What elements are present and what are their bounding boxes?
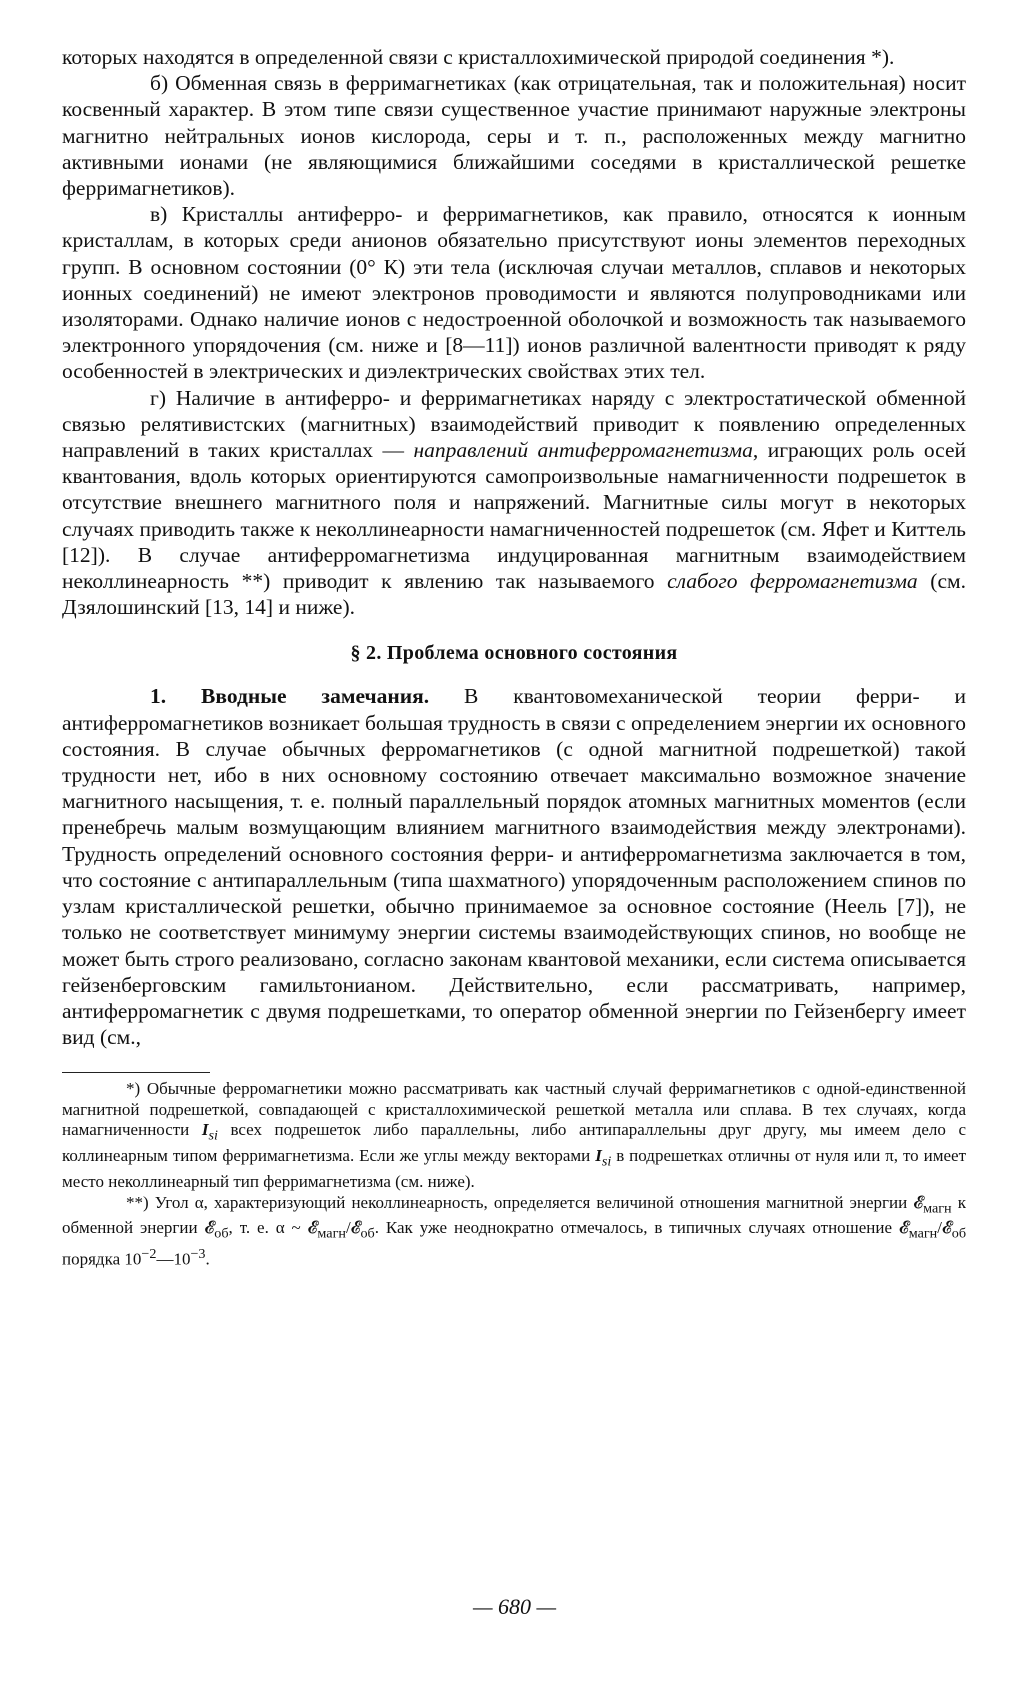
- term-antiferromagnetism-directions: направлений антиферромагнетизма: [413, 438, 753, 463]
- footnote-text: всех подрешеток либо параллельны, либо антипараллельны друг другу, мы имеем дело с коллинеарным типом ферримагнетизма. Если же углы между векторами: [62, 1120, 966, 1166]
- subscript-magn: магн: [317, 1225, 346, 1242]
- footnote-text: , т. е. α ~: [228, 1218, 308, 1238]
- footnote-text: —10: [156, 1250, 191, 1270]
- footnote-text: в подрешетках отличны от нуля или π, то имеет место неколлинеарный тип ферримагнетизма (см. ниже).: [62, 1146, 966, 1192]
- subscript-magn: магн: [908, 1225, 938, 1242]
- footnote-2: [62, 1193, 966, 1271]
- exponent: −3: [190, 1246, 206, 1263]
- paragraph-g-text: г) Наличие в антиферро- и ферримагнетиках наряду с электростатической обменной связью релятивистских (магнитных) взаимодействий приводит к появлению определенных направлений в таких кристаллах —: [62, 385, 966, 463]
- paragraph-continuation: которых находятся в определенной связи с кристаллохимической природой соединения *).: [62, 45, 895, 69]
- page-body: [62, 44, 966, 1271]
- footnote-rule: [62, 1072, 210, 1073]
- footnote-text: . Как уже неоднократно отмечалось, в типичных случаях отношение: [374, 1218, 899, 1238]
- footnote-text: к обменной энергии: [62, 1192, 966, 1238]
- paragraph-g-text: , играющих роль осей квантования, вдоль которых ориентируются самопроизвольные намагниченности подрешеток в отсутствие внешнего магнитного поля и напряжений. Магнитные силы могут в некоторых случаях приводить также к неколлинеарности намагниченностей подрешеток (см. Яфет и Киттель [12]). В случае антиферромагнетизма индуцированная магнитным взаимодействием неколлинеарность **) приводит к явлению так называемого: [62, 438, 966, 594]
- symbol-I: I: [201, 1120, 209, 1140]
- symbol-E: 𝓔: [204, 1218, 215, 1238]
- paragraph-b: б) Обменная связь в ферримагнетиках (как отрицательная, так и положительная) носит косвенный характер. В этом типе связи существенное участие принимают наружные электроны магнитно нейтральных ионов кислорода, серы и т. п., расположенных между магнитно активными ионами (не являющимися ближайшими соседями в кристаллической решетке ферримагнетиков).: [62, 71, 966, 201]
- term-weak-ferromagnetism: слабого ферромагнетизма: [667, 569, 918, 594]
- subscript-si: si: [601, 1153, 612, 1170]
- exponent: −2: [141, 1246, 157, 1263]
- paragraph-intro-text: В квантовомеханической теории ферри- и антиферромагнетиков возникает большая трудность в связи с определением энергии их основного состояния. В случае обычных ферромагнетиков (с одной магнитной подрешеткой) такой трудности нет, ибо в них основному состоянию отвечает максимально возможное значение магнитного насыщения, т. е. полный параллельный порядок атомных магнитных моментов (если пренебречь малым возмущающим влиянием магнитного взаимодействия между электронами). Трудность определений основного состояния ферри- и антиферромагнетизма заключается в том, что состояние с антипараллельным (типа шахматного) упорядоченным расположением спинов по узлам кристаллической решетки, обычно принимаемое за основное состояние (Неель [7]), не только не соответствует минимуму энергии системы взаимодействующих спинов, но вообще не может быть строго реализовано, согласно законам квантовой механики, если система описывается гейзенберговским гамильтонианом. Действительно, если рассматривать, например, антиферромагнетик с двумя подрешетками, то оператор обменной энергии по Гейзенбергу имеет вид (см.,: [62, 684, 966, 1050]
- paragraph-v: в) Кристаллы антиферро- и ферримагнетиков, как правило, относятся к ионным кристаллам, в которых среди анионов обязательно присутствуют ионы элементов переходных групп. В основном состоянии (0° К) эти тела (исключая случаи металлов, сплавов и некоторых ионных соединений) не имеют электронов проводимости и являются полупроводниками или изоляторами. Однако наличие ионов с недостроенной оболочкой и возможность так называемого электронного упорядочения (см. ниже и [8—11]) ионов различной валентности приводят к ряду особенностей в электрических и диэлектрических свойствах этих тел.: [62, 202, 966, 384]
- section-title: § 2. Проблема основного состояния: [350, 642, 678, 665]
- symbol-E: 𝓔: [898, 1218, 909, 1238]
- subscript-magn: магн: [923, 1199, 952, 1216]
- symbol-E: 𝓔: [350, 1218, 361, 1238]
- subscript-ob: об: [951, 1225, 967, 1242]
- page-number: — 680 —: [472, 1594, 557, 1619]
- footnote-text: порядка 10: [62, 1250, 142, 1270]
- paragraph-g: [62, 385, 966, 621]
- symbol-E: 𝓔: [307, 1218, 318, 1238]
- subscript-ob: об: [214, 1225, 229, 1242]
- subscript-ob: об: [360, 1225, 375, 1242]
- run-in-heading: 1. Вводные замечания.: [150, 684, 430, 709]
- footnote-text: *) Обычные ферромагнетики можно рассматривать как частный случай ферримагнетиков с одной-единственной магнитной подрешеткой, совпадающей с кристаллохимической решеткой металла или сплава. В тех случаях, когда намагниченности: [62, 1079, 966, 1140]
- symbol-E: 𝓔: [941, 1218, 952, 1238]
- paragraph-intro: [62, 683, 966, 1050]
- symbol-I: I: [595, 1146, 602, 1166]
- footnote-text: .: [205, 1250, 210, 1270]
- slash: /: [937, 1218, 942, 1238]
- footnote-text: **) Угол α, характеризующий неколлинеарность, определяется величиной отношения магнитной энергии: [126, 1192, 914, 1212]
- symbol-E: 𝓔: [913, 1192, 924, 1212]
- subscript-si: si: [208, 1127, 218, 1144]
- slash: /: [345, 1218, 351, 1238]
- paragraph-g-text: (см. Дзялошинский [13, 14] и ниже).: [62, 569, 966, 620]
- footnote-1: [62, 1079, 966, 1192]
